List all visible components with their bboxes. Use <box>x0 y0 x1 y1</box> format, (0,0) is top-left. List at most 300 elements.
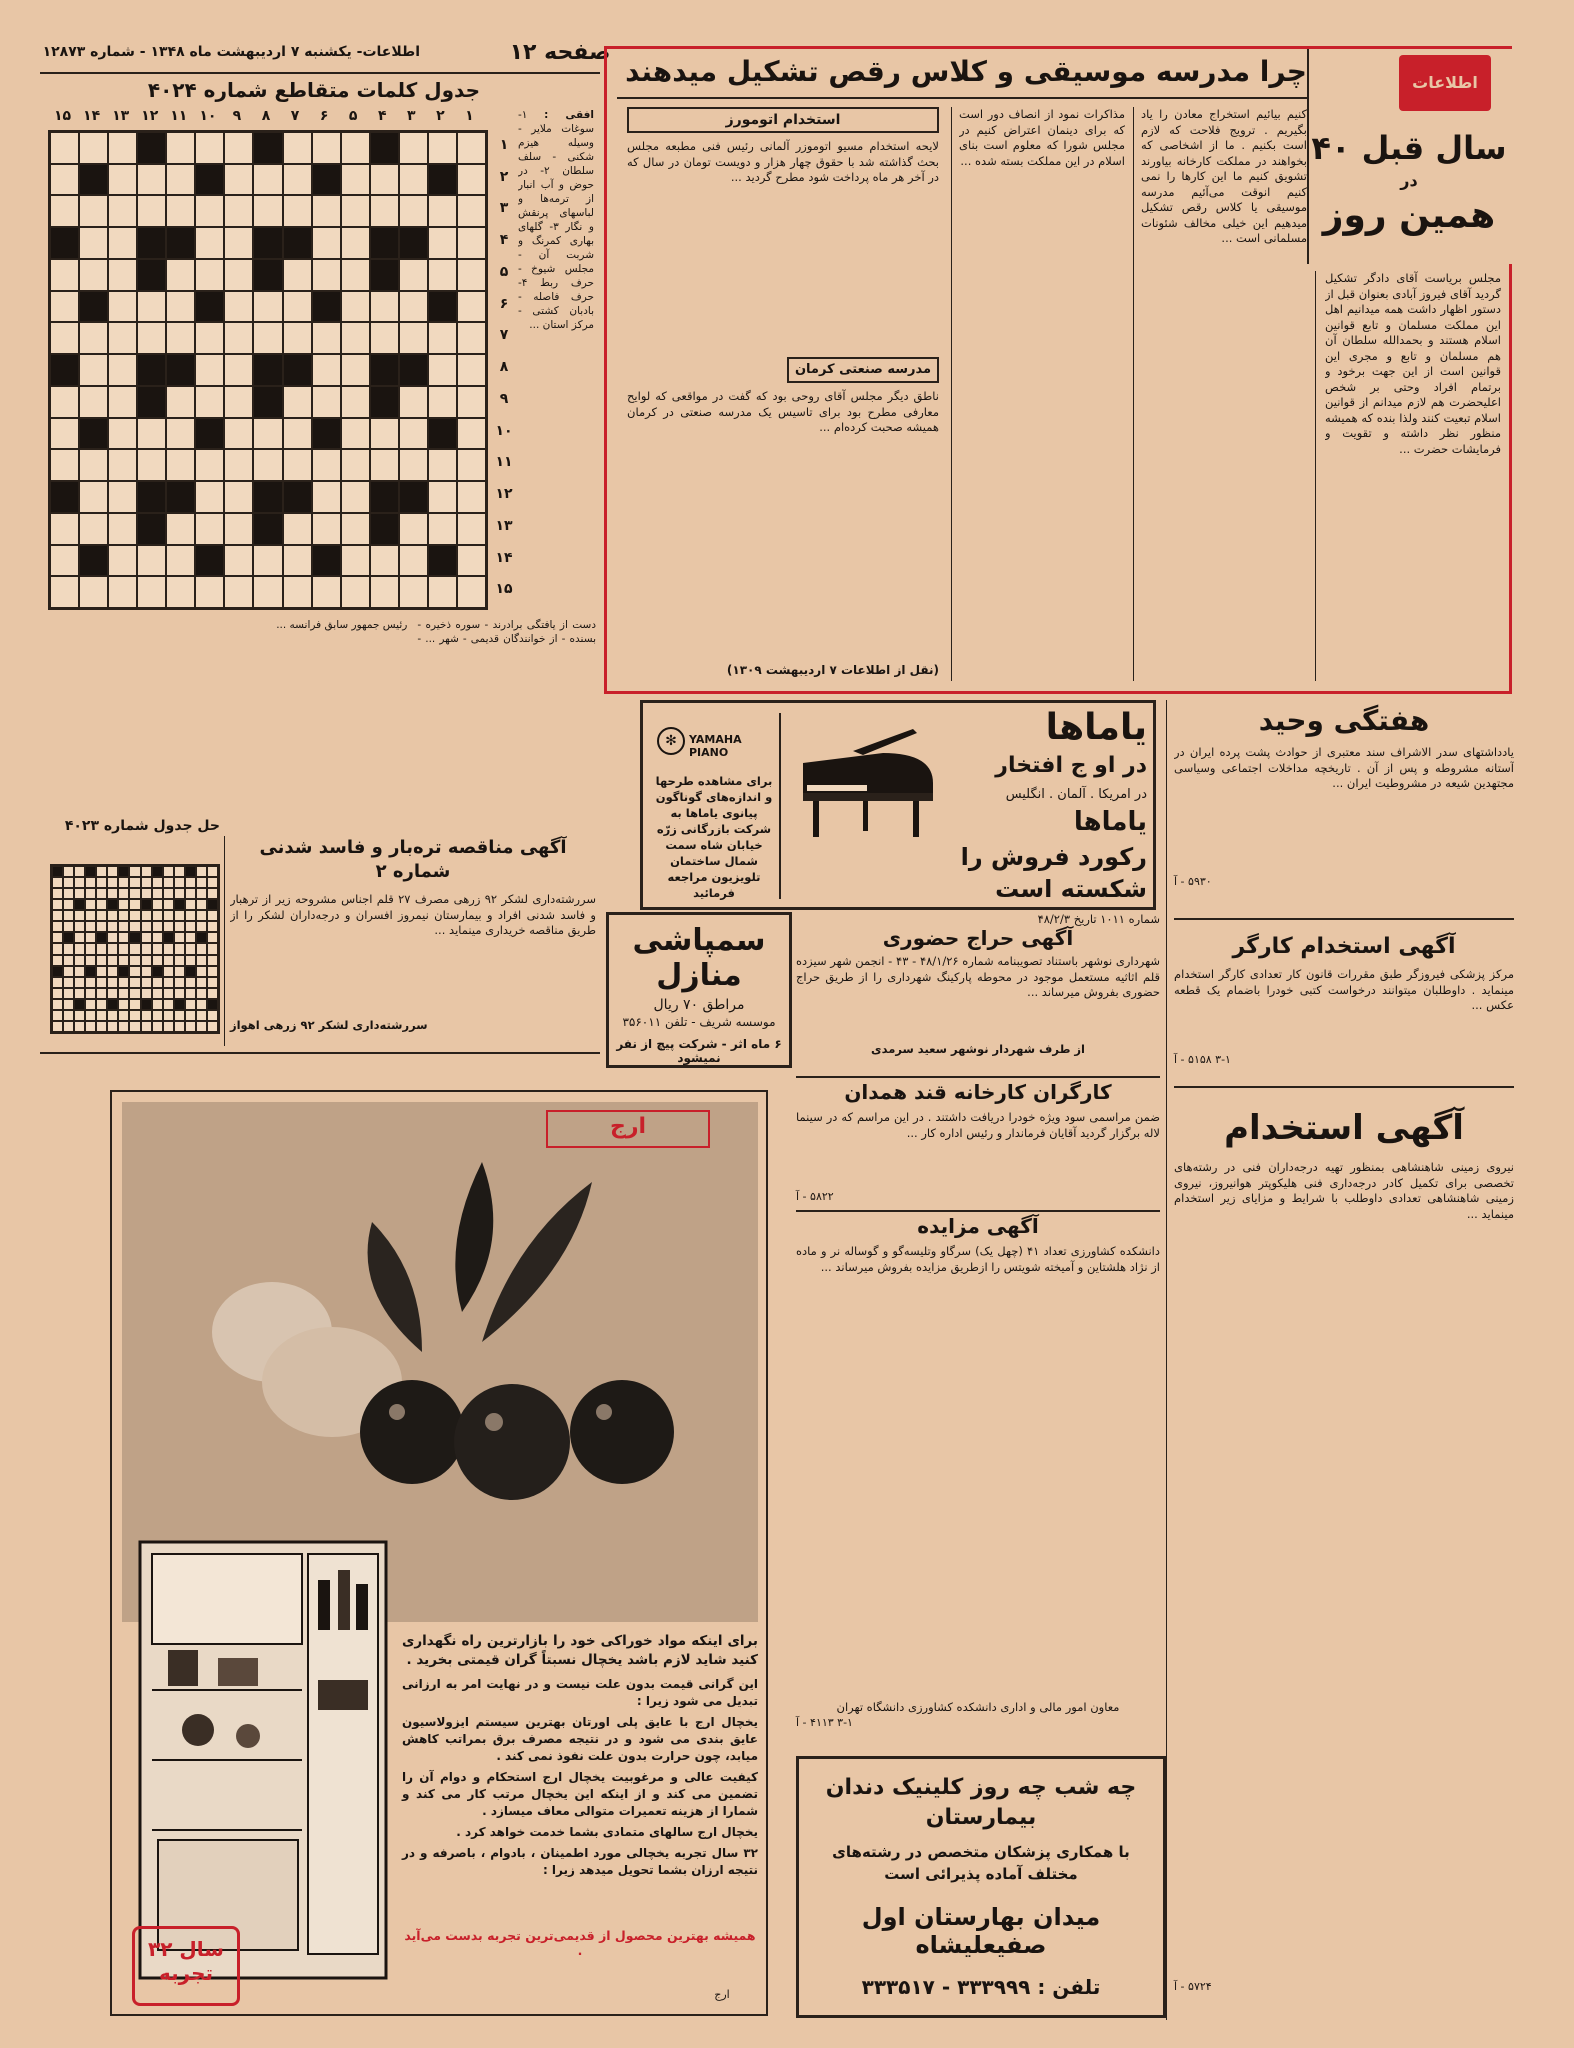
solution-cell <box>118 977 129 988</box>
solution-cell <box>152 899 163 910</box>
solution-cell <box>185 866 196 877</box>
feature-col-1: مجلس بریاست آقای دادگر تشکیل گردید آقای فیروز آبادی بعنوان قبل از دستور اظهار داشت همه میدانیم اهل این مملکت مسلمان و تابع قوانین اسلام هستند و بحمدالله سلطان آن هم مسلمان و تابع و مجری این قوانین است از این جهت برخود و برتمام افراد وحتی بر شخص اعلیحضرت هم لازم میدانم از قوانین اسلام تبعیت کنند ولذا بنده که همیشه منظور نظر داشته و تقویت و فرمایشات حضرت ... <box>1325 271 1501 456</box>
crossword-cell <box>79 227 108 259</box>
solution-cell <box>129 977 140 988</box>
solution-cell <box>141 1021 152 1032</box>
clinic-line-3: میدان بهارستان اول صفیعلیشاه <box>861 1903 1101 1959</box>
yamaha-line-2: در امریکا . آلمان . انگلیس <box>1005 787 1147 802</box>
pest-line-2: موسسه شریف - تلفن ۳۵۶۰۱۱ <box>622 1015 776 1029</box>
solution-cell <box>129 999 140 1010</box>
crossword-cell <box>370 449 399 481</box>
crossword-cell <box>370 386 399 418</box>
solution-cell <box>163 899 174 910</box>
clinic-line-2: با همکاری پزشکان متخصص در رشته‌های مختلف آماده پذیرائی است <box>832 1843 1130 1883</box>
solution-cell <box>196 977 207 988</box>
solution-cell <box>141 921 152 932</box>
vahid-title: هفتگی وحید <box>1258 704 1430 737</box>
crossword-cell <box>108 164 137 196</box>
crossword-cell <box>108 259 137 291</box>
crossword-cell <box>224 418 253 450</box>
employment-body: نیروی زمینی شاهنشاهی بمنظور تهیه درجه‌داران فنی در رشته‌های تخصصی برای تکمیل کادر درجه‌داری فنی هلیکوپتر هوانیروز، نیروی زمینی شاهنشاهی تعدادی داوطلب با شرایط و مزایای زیر استخدام مینماید ... <box>1174 1160 1514 1221</box>
employment-title: آگهی استخدام <box>1224 1108 1464 1148</box>
solution-cell <box>174 877 185 888</box>
feature-headline: چرا مدرسه موسیقی و کلاس رقص تشکیل میدهند <box>625 55 1307 88</box>
solution-cell <box>141 888 152 899</box>
crossword-row-number: ۱۱ <box>495 454 513 471</box>
arj-refrigerator-ad <box>110 1090 768 2016</box>
crossword-cell <box>79 259 108 291</box>
solution-cell <box>174 988 185 999</box>
crossword-cell <box>283 132 312 164</box>
solution-cell <box>207 866 218 877</box>
crossword-cell <box>312 322 341 354</box>
cattle-auction-footer: معاون امور مالی و اداری دانشکده کشاورزی دانشگاه تهران <box>836 1700 1120 1714</box>
crossword-cell <box>283 322 312 354</box>
crossword-cell <box>283 386 312 418</box>
crossword-cell <box>399 164 428 196</box>
crossword-cell <box>137 227 166 259</box>
solution-cell <box>96 932 107 943</box>
piano-illustration <box>793 723 943 843</box>
crossword-cell <box>253 481 282 513</box>
crossword-cell <box>195 322 224 354</box>
crossword-cell <box>370 576 399 608</box>
worker-employment-ad <box>1174 924 1514 1084</box>
solution-cell <box>207 955 218 966</box>
crossword-cell <box>195 513 224 545</box>
crossword-column-number: ۱۳ <box>112 108 130 124</box>
crossword-cell <box>253 545 282 577</box>
solution-cell <box>74 866 85 877</box>
solution-cell <box>152 999 163 1010</box>
crossword-cell <box>341 291 370 323</box>
crossword-row-number: ۷ <box>499 327 509 344</box>
solution-cell <box>196 932 207 943</box>
cattle-auction-code: ۳-۱ ۴۱۱۳ - آ <box>796 1716 853 1729</box>
crossword-cell <box>79 132 108 164</box>
crossword-vertical: دست از یافتگی برادرند - سوره ذخیره - بسنده - از خوانندگان قدیمی - شهر ... - رئیس جمهور سابق فرانسه ... <box>276 619 596 645</box>
solution-cell <box>96 999 107 1010</box>
crossword-cell <box>108 132 137 164</box>
solution-cell <box>52 966 63 977</box>
crossword-cell <box>137 545 166 577</box>
crossword-cell <box>428 354 457 386</box>
feature-col-4: لایحه استخدام مسیو اتوموزر آلمانی رئیس فنی مطبعه مجلس بحث گذاشته شد با حقوق چهار هزار و دویست تومان در سال که در آخر هر ماه پرداخت شود مطرح گردید ... <box>627 139 939 184</box>
yamaha-side-text: برای مشاهده طرحها و اندازه‌های گوناگون پیانوی یاماها به شرکت بازرگانی زرّه خیابان شاه سمت شمال ساختمان تلویزیون مراجعه فرمائید <box>655 774 773 900</box>
solution-cell <box>85 955 96 966</box>
solution-cell <box>174 888 185 899</box>
crossword-cell <box>399 322 428 354</box>
solution-cell <box>185 899 196 910</box>
feature-col-5: ناطق دیگر مجلس آقای روحی بود که گفت در مواقعی که لوایح معارفی مطرح بود برای تاسیس یک مدرسه صنعتی در کرمان همیشه صحبت کرده‌ام ... <box>627 389 939 434</box>
solution-cell <box>74 999 85 1010</box>
solution-cell <box>185 999 196 1010</box>
crossword-cell <box>341 386 370 418</box>
crossword-row-number: ۱۰ <box>495 422 513 439</box>
solution-cell <box>174 866 185 877</box>
crossword-column-number: ۱۲ <box>141 108 159 124</box>
solution-cell <box>107 899 118 910</box>
crossword-cell <box>312 132 341 164</box>
crossword-cell <box>137 513 166 545</box>
solution-cell <box>118 955 129 966</box>
arj-intro: این گرانی قیمت بدون علت نیست و در نهایت امر به ارزانی تبدیل می شود زیرا : <box>402 1677 758 1708</box>
badge-line-2: در <box>1400 171 1418 190</box>
crossword-column-number: ۶ <box>319 108 329 124</box>
crossword-cell <box>283 354 312 386</box>
history-feature <box>604 46 1512 694</box>
solution-cell <box>196 877 207 888</box>
yamaha-line-4: رکورد فروش را <box>960 843 1147 871</box>
solution-cell <box>163 932 174 943</box>
crossword-cell <box>79 449 108 481</box>
arj-badge-line-2: تجربه <box>158 1961 213 1985</box>
crossword-cell <box>137 195 166 227</box>
crossword-section <box>40 74 596 854</box>
crossword-cell <box>428 291 457 323</box>
crossword-row-number: ۳ <box>499 200 509 217</box>
solution-cell <box>74 910 85 921</box>
solution-cell <box>141 1010 152 1021</box>
crossword-cell <box>428 513 457 545</box>
sugar-body: ضمن مراسمی سود ویژه خودرا دریافت داشتند . در این مراسم که در سینما لاله برگزار گردید آقایان فرماندار و رئیس اداره کار ... <box>796 1110 1160 1140</box>
crossword-row-number: ۱۲ <box>495 486 513 503</box>
solution-cell <box>163 999 174 1010</box>
solution-cell <box>207 899 218 910</box>
crossword-cell <box>50 259 79 291</box>
solution-cell <box>152 932 163 943</box>
solution-cell <box>152 921 163 932</box>
crossword-cell <box>457 481 486 513</box>
pest-control-ad <box>606 912 792 1068</box>
solution-cell <box>141 877 152 888</box>
solution-cell <box>107 988 118 999</box>
crossword-cell <box>341 449 370 481</box>
solution-cell <box>185 910 196 921</box>
solution-cell <box>85 910 96 921</box>
crossword-cell <box>253 291 282 323</box>
crossword-cell <box>137 386 166 418</box>
solution-cell <box>52 1021 63 1032</box>
solution-cell <box>174 977 185 988</box>
crossword-cell <box>253 195 282 227</box>
solution-cell <box>74 932 85 943</box>
crossword-row-number: ۲ <box>499 168 509 185</box>
solution-cell <box>207 910 218 921</box>
crossword-column-number: ۵ <box>348 108 358 124</box>
crossword-cell <box>166 354 195 386</box>
solution-cell <box>185 988 196 999</box>
solution-cell <box>207 966 218 977</box>
solution-cell <box>196 955 207 966</box>
crossword-column-number: ۴ <box>377 108 387 124</box>
solution-cell <box>185 977 196 988</box>
solution-cell <box>52 899 63 910</box>
crossword-cell <box>108 545 137 577</box>
solution-cell <box>174 966 185 977</box>
crossword-cell <box>79 195 108 227</box>
solution-cell <box>96 977 107 988</box>
crossword-cell <box>224 195 253 227</box>
arj-logo-top <box>546 1110 710 1148</box>
crossword-cell <box>79 354 108 386</box>
solution-cell <box>96 988 107 999</box>
crossword-cell <box>341 227 370 259</box>
crossword-cell <box>457 195 486 227</box>
crossword-cell <box>283 449 312 481</box>
crossword-cell <box>224 164 253 196</box>
crossword-column-number: ۱ <box>465 108 474 124</box>
crossword-cell <box>224 322 253 354</box>
crossword-row-number: ۹ <box>499 390 509 407</box>
crossword-cell <box>283 513 312 545</box>
yamaha-line-5: شکسته است <box>995 875 1147 903</box>
solution-cell <box>174 943 185 954</box>
crossword-cell <box>457 291 486 323</box>
crossword-column-number: ۹ <box>232 108 242 124</box>
crossword-cell <box>428 481 457 513</box>
crossword-cell <box>166 481 195 513</box>
crossword-cell <box>312 449 341 481</box>
crossword-cell <box>341 259 370 291</box>
yamaha-brand: یاماها <box>1045 707 1147 748</box>
solution-cell <box>207 1010 218 1021</box>
solution-cell <box>107 943 118 954</box>
arj-copy <box>402 1632 758 1922</box>
crossword-cell <box>50 386 79 418</box>
crossword-cell <box>312 418 341 450</box>
crossword-cell <box>283 418 312 450</box>
solution-cell <box>207 877 218 888</box>
crossword-cell <box>137 164 166 196</box>
solution-cell <box>174 899 185 910</box>
crossword-column-number: ۲ <box>436 108 445 124</box>
crossword-row-number: ۱۳ <box>495 517 513 534</box>
solution-cell <box>129 910 140 921</box>
solution-cell <box>118 877 129 888</box>
solution-cell <box>52 988 63 999</box>
crossword-cell <box>312 513 341 545</box>
crossword-cell <box>457 132 486 164</box>
crossword-cell <box>108 195 137 227</box>
solution-cell <box>74 988 85 999</box>
tender-body: سررشته‌داری لشکر ۹۲ زرهی مصرف ۲۷ قلم اجناس مشروحه زیر از ترهبار و فاسد شدنی افراد و بیمارستان نیمروز افسران و درجه‌داران لشکر را از طریق مناقصه خریداری مینماید ... <box>230 892 596 937</box>
solution-cell <box>85 943 96 954</box>
solution-cell <box>118 866 129 877</box>
solution-cell <box>52 932 63 943</box>
crossword-cell <box>457 354 486 386</box>
crossword-column-numbers <box>48 108 488 130</box>
solution-cell <box>74 877 85 888</box>
sugar-factory-news <box>796 1080 1160 1210</box>
crossword-cell <box>457 322 486 354</box>
crossword-cell <box>79 576 108 608</box>
solution-cell <box>185 1010 196 1021</box>
solution-cell <box>74 1021 85 1032</box>
crossword-cell <box>457 164 486 196</box>
solution-cell <box>129 866 140 877</box>
crossword-cell <box>341 418 370 450</box>
yamaha-ad <box>640 700 1156 910</box>
solution-cell <box>85 921 96 932</box>
solution-cell <box>96 910 107 921</box>
crossword-cell <box>457 259 486 291</box>
vahid-body: یادداشتهای سدر الاشراف سند معتبری از حوادث پشت پرده ایران در آستانه مشروطه و پس از آن . تاریخچه مداخلات اجتماعی وسیاسی مجتهدین شیعه در مشروطیت ایران ... <box>1174 745 1514 790</box>
crossword-cell <box>341 545 370 577</box>
solution-cell <box>174 1010 185 1021</box>
sugar-code: ۵۸۲۲ - آ <box>796 1190 834 1203</box>
crossword-cell <box>399 227 428 259</box>
auction-title: آگهی حراج حضوری <box>882 926 1074 950</box>
solution-cell <box>96 1010 107 1021</box>
crossword-cell <box>283 259 312 291</box>
yamaha-logo-text: YAMAHA PIANO <box>689 733 742 759</box>
solution-cell <box>196 988 207 999</box>
solution-cell <box>141 932 152 943</box>
solution-cell <box>174 1021 185 1032</box>
crossword-cell <box>50 418 79 450</box>
solution-cell <box>118 910 129 921</box>
crossword-cell <box>166 576 195 608</box>
solution-cell <box>185 921 196 932</box>
clinic-line-4: تلفن : ۳۳۳۹۹۹ - ۳۳۳۵۱۷ <box>861 1975 1101 1999</box>
yamaha-logo <box>653 723 773 763</box>
solution-cell <box>207 999 218 1010</box>
solution-cell <box>107 1010 118 1021</box>
crossword-cell <box>283 291 312 323</box>
arj-tagline: همیشه بهترین محصول از قدیمی‌ترین تجربه بدست می‌آید . <box>404 1928 756 1958</box>
solution-cell <box>52 921 63 932</box>
solution-cell <box>141 988 152 999</box>
crossword-cell <box>224 513 253 545</box>
solution-cell <box>52 999 63 1010</box>
solution-cell <box>118 943 129 954</box>
crossword-cell <box>79 418 108 450</box>
crossword-cell <box>108 354 137 386</box>
crossword-cell <box>108 576 137 608</box>
crossword-cell <box>253 576 282 608</box>
crossword-cell <box>108 386 137 418</box>
crossword-column-number: ۱۰ <box>199 108 217 124</box>
crossword-grid <box>48 130 488 610</box>
crossword-cell <box>50 354 79 386</box>
solution-cell <box>85 932 96 943</box>
solution-cell <box>141 866 152 877</box>
solution-cell <box>196 1021 207 1032</box>
solution-cell <box>118 1010 129 1021</box>
crossword-cell <box>253 418 282 450</box>
crossword-cell <box>399 291 428 323</box>
solution-cell <box>163 988 174 999</box>
crossword-cell <box>108 322 137 354</box>
vahid-weekly-ad <box>1174 700 1514 914</box>
solution-cell <box>129 921 140 932</box>
crossword-cell <box>79 291 108 323</box>
crossword-cell <box>137 418 166 450</box>
solution-cell <box>85 888 96 899</box>
crossword-cell <box>399 132 428 164</box>
crossword-cell <box>50 195 79 227</box>
crossword-cell <box>195 132 224 164</box>
solution-cell <box>207 943 218 954</box>
crossword-row-number: ۱ <box>499 137 509 153</box>
solution-cell <box>96 899 107 910</box>
solution-cell <box>63 988 74 999</box>
crossword-cell <box>399 545 428 577</box>
crossword-solution-title: حل جدول شماره ۴۰۲۳ <box>64 818 220 834</box>
crossword-cell <box>224 132 253 164</box>
solution-cell <box>118 999 129 1010</box>
solution-cell <box>163 921 174 932</box>
army-employment-ad <box>1174 1092 1514 2020</box>
tender-footer: سررشته‌داری لشکر ۹۲ زرهی اهواز <box>230 1018 428 1032</box>
solution-cell <box>63 977 74 988</box>
solution-cell <box>163 966 174 977</box>
crossword-cell <box>79 322 108 354</box>
crossword-horizontal-clues: ۱- سوغات ملایر - وسیله هیزم شکنی - سلف سلطان ۲- در حوض و آب انبار از ترمه‌ها و لباسهای پرنقش و نگار ۳- گلهای بهاری کمرنگ و شربت آن - مجلس شیوخ - حرف ربط ۴- حرف فاصله - بادبان کشتی - مرکز استان ... <box>518 109 594 331</box>
crossword-cell <box>370 513 399 545</box>
solution-cell <box>196 921 207 932</box>
crossword-cell <box>137 576 166 608</box>
solution-cell <box>52 955 63 966</box>
crossword-row-number: ۵ <box>499 263 509 280</box>
crossword-cell <box>137 449 166 481</box>
solution-cell <box>152 955 163 966</box>
crossword-cell <box>50 164 79 196</box>
solution-cell <box>141 943 152 954</box>
crossword-cell <box>253 132 282 164</box>
solution-cell <box>207 977 218 988</box>
crossword-cell <box>341 195 370 227</box>
solution-cell <box>96 1021 107 1032</box>
solution-cell <box>152 1010 163 1021</box>
solution-cell <box>152 988 163 999</box>
ettelaat-logo-stamp: اطلاعات <box>1399 55 1491 111</box>
crossword-cell <box>137 481 166 513</box>
crossword-cell <box>457 545 486 577</box>
crossword-cell <box>108 418 137 450</box>
crossword-row-number: ۶ <box>499 295 509 312</box>
crossword-cell <box>428 132 457 164</box>
crossword-cell <box>166 513 195 545</box>
crossword-cell <box>253 354 282 386</box>
solution-cell <box>185 943 196 954</box>
auction-footer: از طرف شهردار نوشهر سعید سرمدی <box>871 1042 1085 1056</box>
solution-cell <box>63 1010 74 1021</box>
solution-cell <box>152 866 163 877</box>
worker-body: مرکز پزشکی فیروزگر طبق مقررات قانون کار تعدادی کارگر استخدام مینماید . داوطلبان میتوانند درخواست کتبی خودرا باضمام یک قطعه عکس ... <box>1174 967 1514 1012</box>
crossword-cell <box>283 227 312 259</box>
solution-cell <box>63 910 74 921</box>
crossword-cell <box>253 513 282 545</box>
solution-cell <box>141 955 152 966</box>
dental-clinic-ad <box>796 1756 1166 2018</box>
crossword-cell <box>283 481 312 513</box>
solution-cell <box>118 888 129 899</box>
crossword-cell <box>50 481 79 513</box>
crossword-cell <box>195 386 224 418</box>
crossword-cell <box>195 164 224 196</box>
sugar-title: کارگران کارخانه قند همدان <box>844 1080 1112 1104</box>
crossword-cell <box>399 195 428 227</box>
solution-cell <box>163 910 174 921</box>
crossword-cell <box>399 449 428 481</box>
solution-cell <box>163 1010 174 1021</box>
solution-cell <box>207 988 218 999</box>
worker-code: ۳-۱ ۵۱۵۸ - آ <box>1174 1053 1231 1066</box>
crossword-cell <box>312 291 341 323</box>
feature-subhead-2 <box>787 357 939 383</box>
